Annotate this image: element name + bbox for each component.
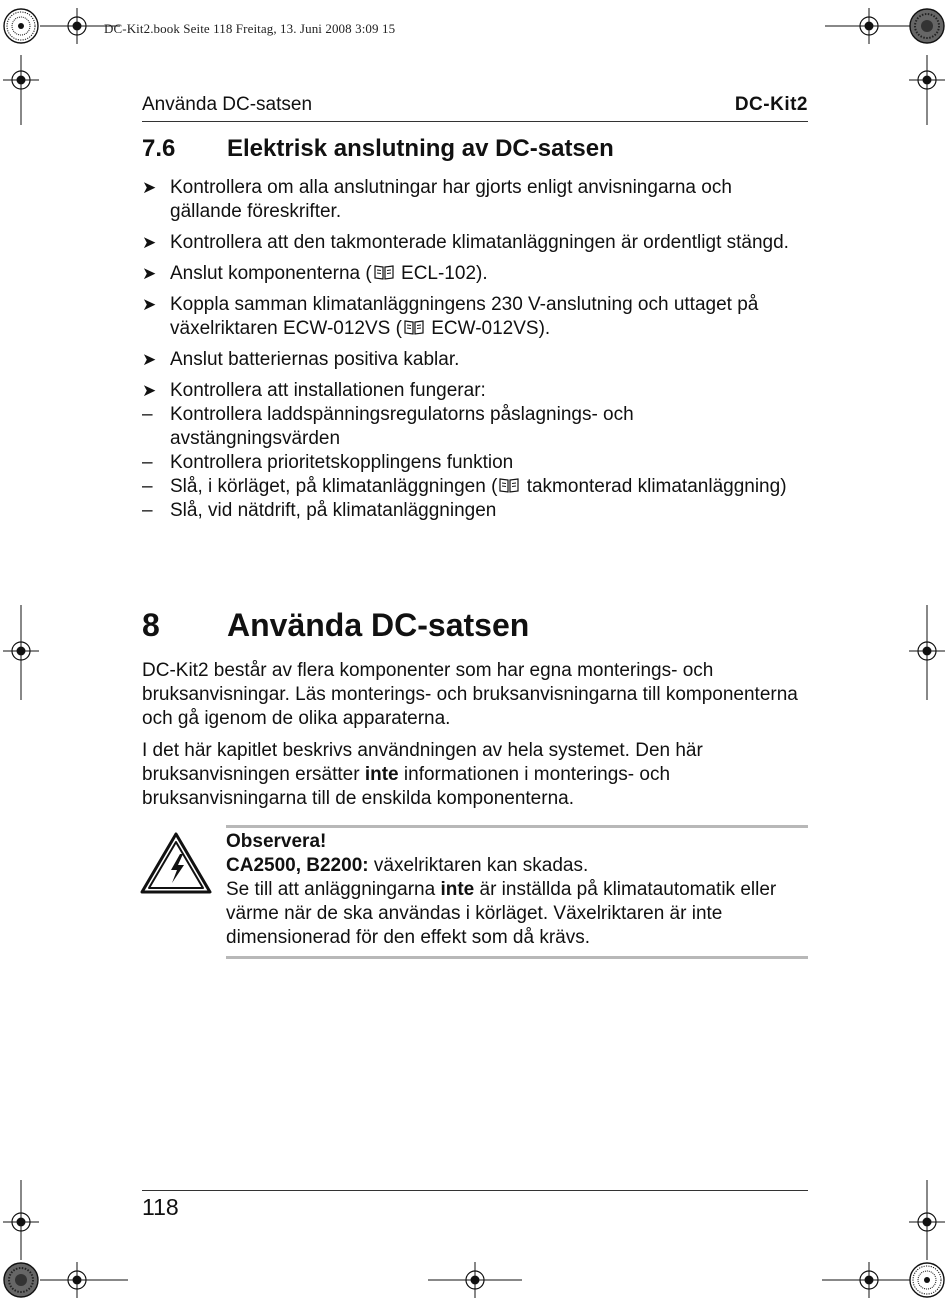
page-number: 118	[142, 1194, 179, 1220]
list-item: ➤ Kontrollera att den takmonterade klimatanläggningen är ordentligt stängd.	[142, 232, 789, 253]
arrow-bullet-icon: ➤	[142, 178, 157, 197]
footer-divider	[142, 1190, 808, 1191]
notice-heading: Observera!	[226, 831, 327, 852]
dash-bullet: –	[142, 500, 153, 521]
notice-top-rule	[226, 825, 808, 828]
dash-bullet: –	[142, 476, 153, 497]
reference-link[interactable]: ECW-012VS	[431, 318, 539, 339]
sub-list-item: – Slå, i körläget, på klimatanläggningen ( takmonterad klimatanläggning)	[142, 476, 787, 497]
sub-list-item: – Kontrollera laddspänningsregulatorns påslagnings- och avstängningsvärden	[142, 404, 634, 449]
list-item: ➤ Anslut batteriernas positiva kablar.	[142, 349, 460, 370]
intro-paragraph: DC-Kit2 består av flera komponenter som har egna monterings- och bruksanvisningar. Läs monterings- och bruksanvisningarna till komponenterna och gå igenom de olika apparaterna.	[142, 660, 798, 729]
running-header-title: Använda DC-satsen	[142, 94, 313, 115]
list-item: ➤ Kontrollera att installationen fungerar:	[142, 380, 486, 401]
list-item: ➤ Kontrollera om alla anslutningar har gjorts enligt anvisningarna och gällande föreskrifter.	[142, 177, 732, 222]
instruction-list	[142, 176, 808, 523]
header-divider	[142, 121, 808, 122]
arrow-bullet-icon: ➤	[142, 295, 157, 314]
print-slug: DC-Kit2.book Seite 118 Freitag, 13. Juni 2008 3:09 15	[104, 21, 396, 36]
dash-bullet: –	[142, 404, 153, 425]
reference-link[interactable]: takmonterad klimatanläggning	[526, 476, 781, 497]
chapter-title: Använda DC-satsen	[227, 607, 530, 643]
notice-text: Observera! CA2500, B2200: växelriktaren kan skadas. Se till att anläggningarna inte är inställda på klimatautomatik eller värme när de ska användas i körläget. Växelriktaren är inte dimensionerad för den effekt som då krävs.	[226, 831, 777, 948]
arrow-bullet-icon: ➤	[142, 381, 157, 400]
dash-bullet: –	[142, 452, 153, 473]
arrow-bullet-icon: ➤	[142, 264, 157, 283]
scope-paragraph: I det här kapitlet beskrivs användningen av hela systemet. Den här bruksanvisningen ersätter inte informationen i monterings- och bruksanvisningarna till de enskilda komponenterna.	[142, 740, 703, 809]
chapter-number: 8	[142, 607, 160, 643]
section-number: 7.6	[142, 135, 176, 162]
arrow-bullet-icon: ➤	[142, 350, 157, 369]
section-title: Elektrisk anslutning av DC-satsen	[227, 135, 614, 162]
list-item: ➤ Anslut komponenterna ( ECL-102).	[142, 263, 488, 284]
book-reference-icon	[374, 264, 394, 280]
sub-list-item: – Slå, vid nätdrift, på klimatanläggningen	[142, 500, 497, 521]
arrow-bullet-icon: ➤	[142, 233, 157, 252]
sub-list-item: – Kontrollera prioritetskopplingens funktion	[142, 452, 514, 473]
book-reference-icon	[404, 319, 424, 335]
reference-link[interactable]: ECL-102	[401, 263, 477, 284]
electric-hazard-icon	[140, 832, 212, 894]
book-reference-icon	[499, 477, 519, 493]
notice-bottom-rule	[226, 956, 808, 959]
list-item: ➤ Koppla samman klimatanläggningens 230 V-anslutning och uttaget på växelriktaren ECW-012VS ( ECW-012VS).	[142, 294, 759, 339]
running-header-product: DC-Kit2	[734, 94, 808, 115]
